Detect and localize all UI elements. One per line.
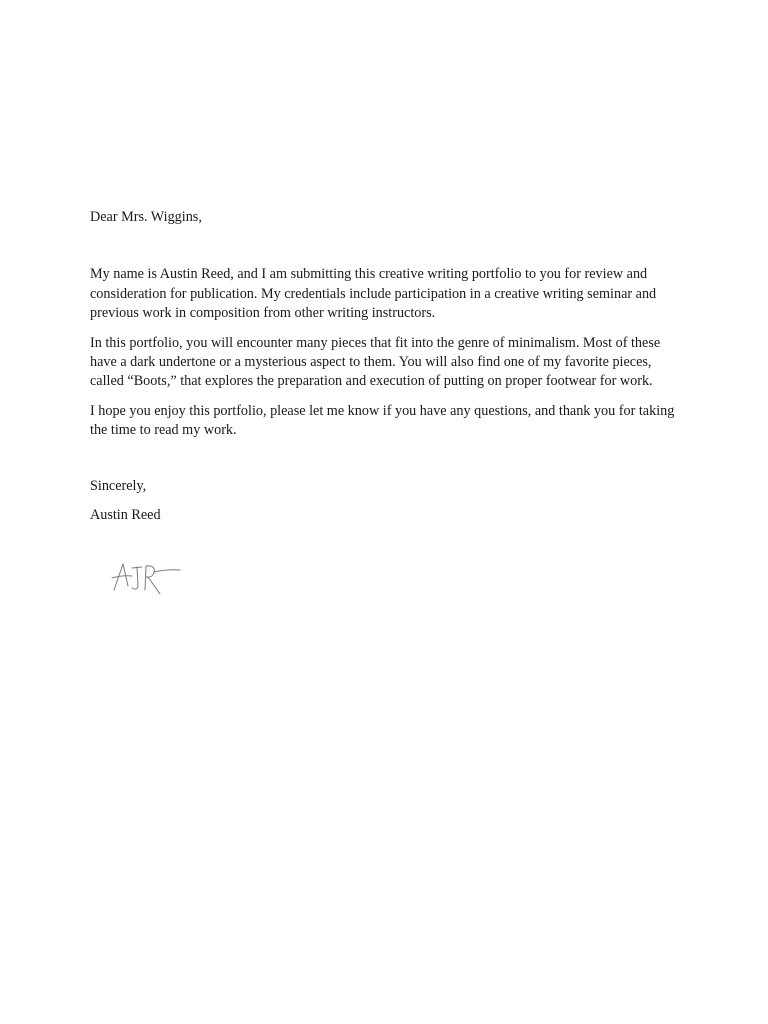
- closing: Sincerely,: [90, 477, 147, 494]
- paragraph-introduction: My name is Austin Reed, and I am submitting this creative writing portfolio to you for review and consideration for publication. My credentials include participation in a creative writing seminar and previous work in composition from other writing instructors.: [90, 266, 657, 322]
- paragraph-thanks: I hope you enjoy this portfolio, please let me know if you have any questions, and thank you for taking the time to read my work.: [90, 402, 675, 439]
- signer-name: Austin Reed: [90, 507, 161, 524]
- salutation: Dear Mrs. Wiggins,: [90, 209, 202, 225]
- handwritten-signature: [110, 556, 190, 600]
- letter-body: [90, 208, 680, 525]
- paragraph-portfolio-description: In this portfolio, you will encounter many pieces that fit into the genre of minimalism. Most of these have a dark undertone or a mysterious aspect to them. You will also find one of my favorite pieces, called “Boots,” that explores the preparation and execution of putting on proper footwear for work.: [90, 334, 661, 390]
